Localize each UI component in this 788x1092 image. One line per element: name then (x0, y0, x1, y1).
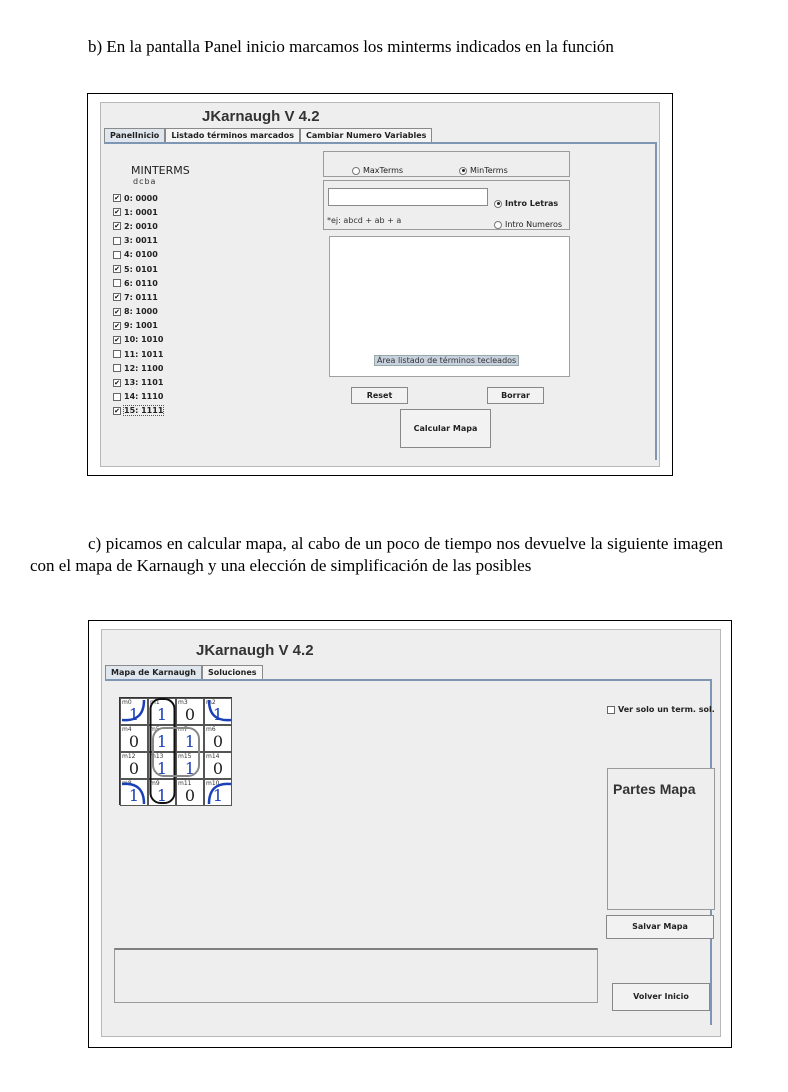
kmap-cell-value: 1 (212, 786, 224, 805)
karnaugh-map (119, 697, 232, 805)
kmap-cell-minterm: m2 (206, 699, 216, 706)
borrar-button[interactable]: Borrar (487, 387, 544, 404)
minterm-checkbox[interactable] (113, 333, 163, 347)
checkbox-box (113, 393, 121, 401)
kmap-cell-minterm: m10 (206, 780, 220, 787)
screenshot-mapa-karnaugh (88, 620, 732, 1048)
ver-solo-checkbox[interactable] (607, 705, 715, 714)
kmap-cell-minterm: m13 (150, 753, 164, 760)
app-title-2: JKarnaugh V 4.2 (196, 642, 314, 659)
radio-letras-label: Intro Letras (505, 199, 559, 208)
minterm-checkbox[interactable] (113, 248, 163, 262)
app-window (100, 102, 660, 467)
radio-intro-letras[interactable] (494, 193, 558, 212)
group-col-b (151, 699, 175, 803)
kmap-cell-value: 1 (184, 759, 196, 778)
app-window-2 (101, 629, 721, 1037)
minterms-vars: dcba (133, 177, 157, 186)
minterm-label: 11: 1011 (124, 349, 164, 359)
kmap-cell-value: 0 (184, 705, 196, 724)
minterm-label: 15: 1111 (124, 406, 164, 416)
radio-minterms-label: MinTerms (470, 166, 508, 175)
kmap-cell-value: 0 (128, 732, 140, 751)
kmap-cell-value: 1 (156, 732, 168, 751)
radio-numeros-dot (494, 221, 502, 229)
radio-numeros-label: Intro Numeros (505, 220, 563, 229)
group-corner-tr (209, 700, 231, 720)
checkbox-box: ✔ (114, 194, 120, 203)
minterm-checkbox[interactable] (113, 290, 163, 304)
checkbox-box: ✔ (114, 307, 120, 316)
minterms-title: MINTERMS (131, 164, 190, 177)
typed-terms-area-label: Área listado de términos tecleados (374, 355, 519, 366)
minterm-checkbox[interactable] (113, 234, 163, 248)
kmap-cell-minterm: m3 (178, 699, 188, 706)
reset-button[interactable]: Reset (351, 387, 408, 404)
kmap-cell-minterm: m5 (150, 726, 160, 733)
typed-terms-area[interactable] (329, 236, 570, 377)
radio-maxterms-dot (352, 167, 360, 175)
paragraph-b: b) En la pantalla Panel inicio marcamos los minterms indicados en la función (88, 37, 614, 56)
minterm-checkbox[interactable] (113, 219, 163, 233)
group-square-center (153, 728, 199, 776)
kmap-cell-minterm: m4 (122, 726, 132, 733)
checkbox-box: ✔ (114, 265, 120, 274)
checkbox-box: ✔ (114, 208, 120, 217)
group-corner-br (209, 784, 231, 804)
kmap-cell-value: 1 (128, 786, 140, 805)
kmap-cell-minterm: m7 (178, 726, 188, 733)
radio-minterms-dot (459, 167, 467, 175)
kmap-cell-minterm: m1 (150, 699, 160, 706)
calcular-mapa-button[interactable]: Calcular Mapa (400, 409, 491, 448)
kmap-cell-minterm: m0 (122, 699, 132, 706)
volver-inicio-button[interactable]: Volver Inicio (612, 983, 710, 1011)
radio-maxterms[interactable] (352, 160, 403, 179)
checkbox-box: ✔ (114, 222, 120, 231)
radio-letras-dot (494, 200, 502, 208)
group-corner-tl (122, 700, 144, 720)
checkbox-box (113, 237, 121, 245)
radio-intro-numeros[interactable] (494, 214, 562, 233)
paragraph-c (30, 533, 723, 577)
minterm-label: 8: 1000 (124, 307, 158, 317)
kmap-cell-minterm: m9 (150, 780, 160, 787)
minterm-checkbox[interactable] (113, 205, 163, 219)
kmap-cell-value: 1 (184, 732, 196, 751)
checkbox-box: ✔ (114, 293, 120, 302)
radio-minterms[interactable] (459, 160, 508, 179)
app-title: JKarnaugh V 4.2 (202, 108, 320, 125)
minterms-list (113, 191, 163, 418)
kmap-cell-value: 0 (212, 759, 224, 778)
checkbox-box: ✔ (114, 378, 120, 387)
screenshot-panel-inicio (87, 93, 673, 476)
tab-mapa-karnaugh[interactable]: Mapa de Karnaugh (105, 665, 202, 679)
minterm-label: 13: 1101 (124, 378, 164, 388)
kmap-cell-minterm: m8 (122, 780, 132, 787)
kmap-cell-minterm: m14 (206, 753, 220, 760)
minterm-label: 0: 0000 (124, 193, 158, 203)
checkbox-box (113, 364, 121, 372)
kmap-cell-value: 0 (184, 786, 196, 805)
kmap-cell-value: 1 (212, 705, 224, 724)
example-hint: *ej: abcd + ab + a (327, 216, 402, 225)
salvar-mapa-button[interactable]: Salvar Mapa (606, 915, 714, 939)
tab-cambiar-variables[interactable]: Cambiar Numero Variables (300, 128, 432, 142)
checkbox-box (113, 350, 121, 358)
minterm-label: 4: 0100 (124, 250, 158, 260)
radio-maxterms-label: MaxTerms (363, 166, 404, 175)
tab-bar (104, 128, 432, 142)
minterm-checkbox[interactable] (113, 361, 163, 375)
minterm-label: 7: 0111 (124, 292, 158, 302)
partes-mapa-title: Partes Mapa (613, 781, 696, 797)
term-type-box (323, 151, 570, 177)
minterm-label: 5: 0101 (124, 264, 158, 274)
minterm-label: 9: 1001 (124, 321, 158, 331)
minterm-checkbox[interactable] (113, 305, 163, 319)
kmap-cell-value: 0 (128, 759, 140, 778)
input-box (323, 180, 570, 230)
partes-mapa-panel (607, 768, 715, 910)
group-corner-bl (122, 784, 144, 804)
kmap-groupings (120, 698, 233, 806)
minterm-label: 6: 0110 (124, 278, 158, 288)
checkbox-box (113, 251, 121, 259)
tab-listado-terminos[interactable]: Listado términos marcados (165, 128, 300, 142)
tab-panel-inicio[interactable]: PanelInicio (104, 128, 165, 142)
checkbox-box: ✔ (114, 406, 120, 415)
ver-solo-box (607, 706, 615, 714)
minterm-label: 2: 0010 (124, 221, 158, 231)
checkbox-box: ✔ (114, 335, 120, 344)
kmap-cell-value: 1 (156, 786, 168, 805)
minterm-checkbox[interactable] (113, 375, 163, 389)
paragraph-c-text: c) picamos en calcular mapa, al cabo de un poco de tiempo nos devuelve la siguiente imagen con el mapa de Karnaugh y una elección de simplificación de las posibles (30, 534, 723, 575)
kmap-cell-minterm: m11 (178, 780, 192, 787)
checkbox-box: ✔ (114, 321, 120, 330)
kmap-cell-value: 1 (156, 705, 168, 724)
kmap-cell-minterm: m12 (122, 753, 136, 760)
kmap-cell-minterm: m15 (178, 753, 192, 760)
ver-solo-label: Ver solo un term. sol. (618, 705, 715, 714)
minterm-checkbox[interactable] (113, 191, 163, 205)
tab-soluciones[interactable]: Soluciones (202, 665, 263, 679)
terms-input[interactable] (328, 188, 488, 206)
minterm-checkbox[interactable] (113, 404, 163, 418)
minterm-label: 10: 1010 (124, 335, 164, 345)
minterm-label: 12: 1100 (124, 363, 164, 373)
kmap-cell-value: 1 (156, 759, 168, 778)
minterm-label: 3: 0011 (124, 236, 158, 246)
tab-bar-2 (105, 665, 263, 679)
minterm-checkbox[interactable] (113, 347, 163, 361)
kmap-cell-minterm: m6 (206, 726, 216, 733)
minterm-label: 14: 1110 (124, 392, 164, 402)
kmap-cell-value: 0 (212, 732, 224, 751)
minterm-checkbox[interactable] (113, 319, 163, 333)
minterm-checkbox[interactable] (113, 276, 163, 290)
minterm-label: 1: 0001 (124, 207, 158, 217)
checkbox-box (113, 279, 121, 287)
solution-text-area[interactable] (114, 948, 598, 1003)
kmap-cell-value: 1 (128, 705, 140, 724)
minterm-checkbox[interactable] (113, 390, 163, 404)
minterm-checkbox[interactable] (113, 262, 163, 276)
